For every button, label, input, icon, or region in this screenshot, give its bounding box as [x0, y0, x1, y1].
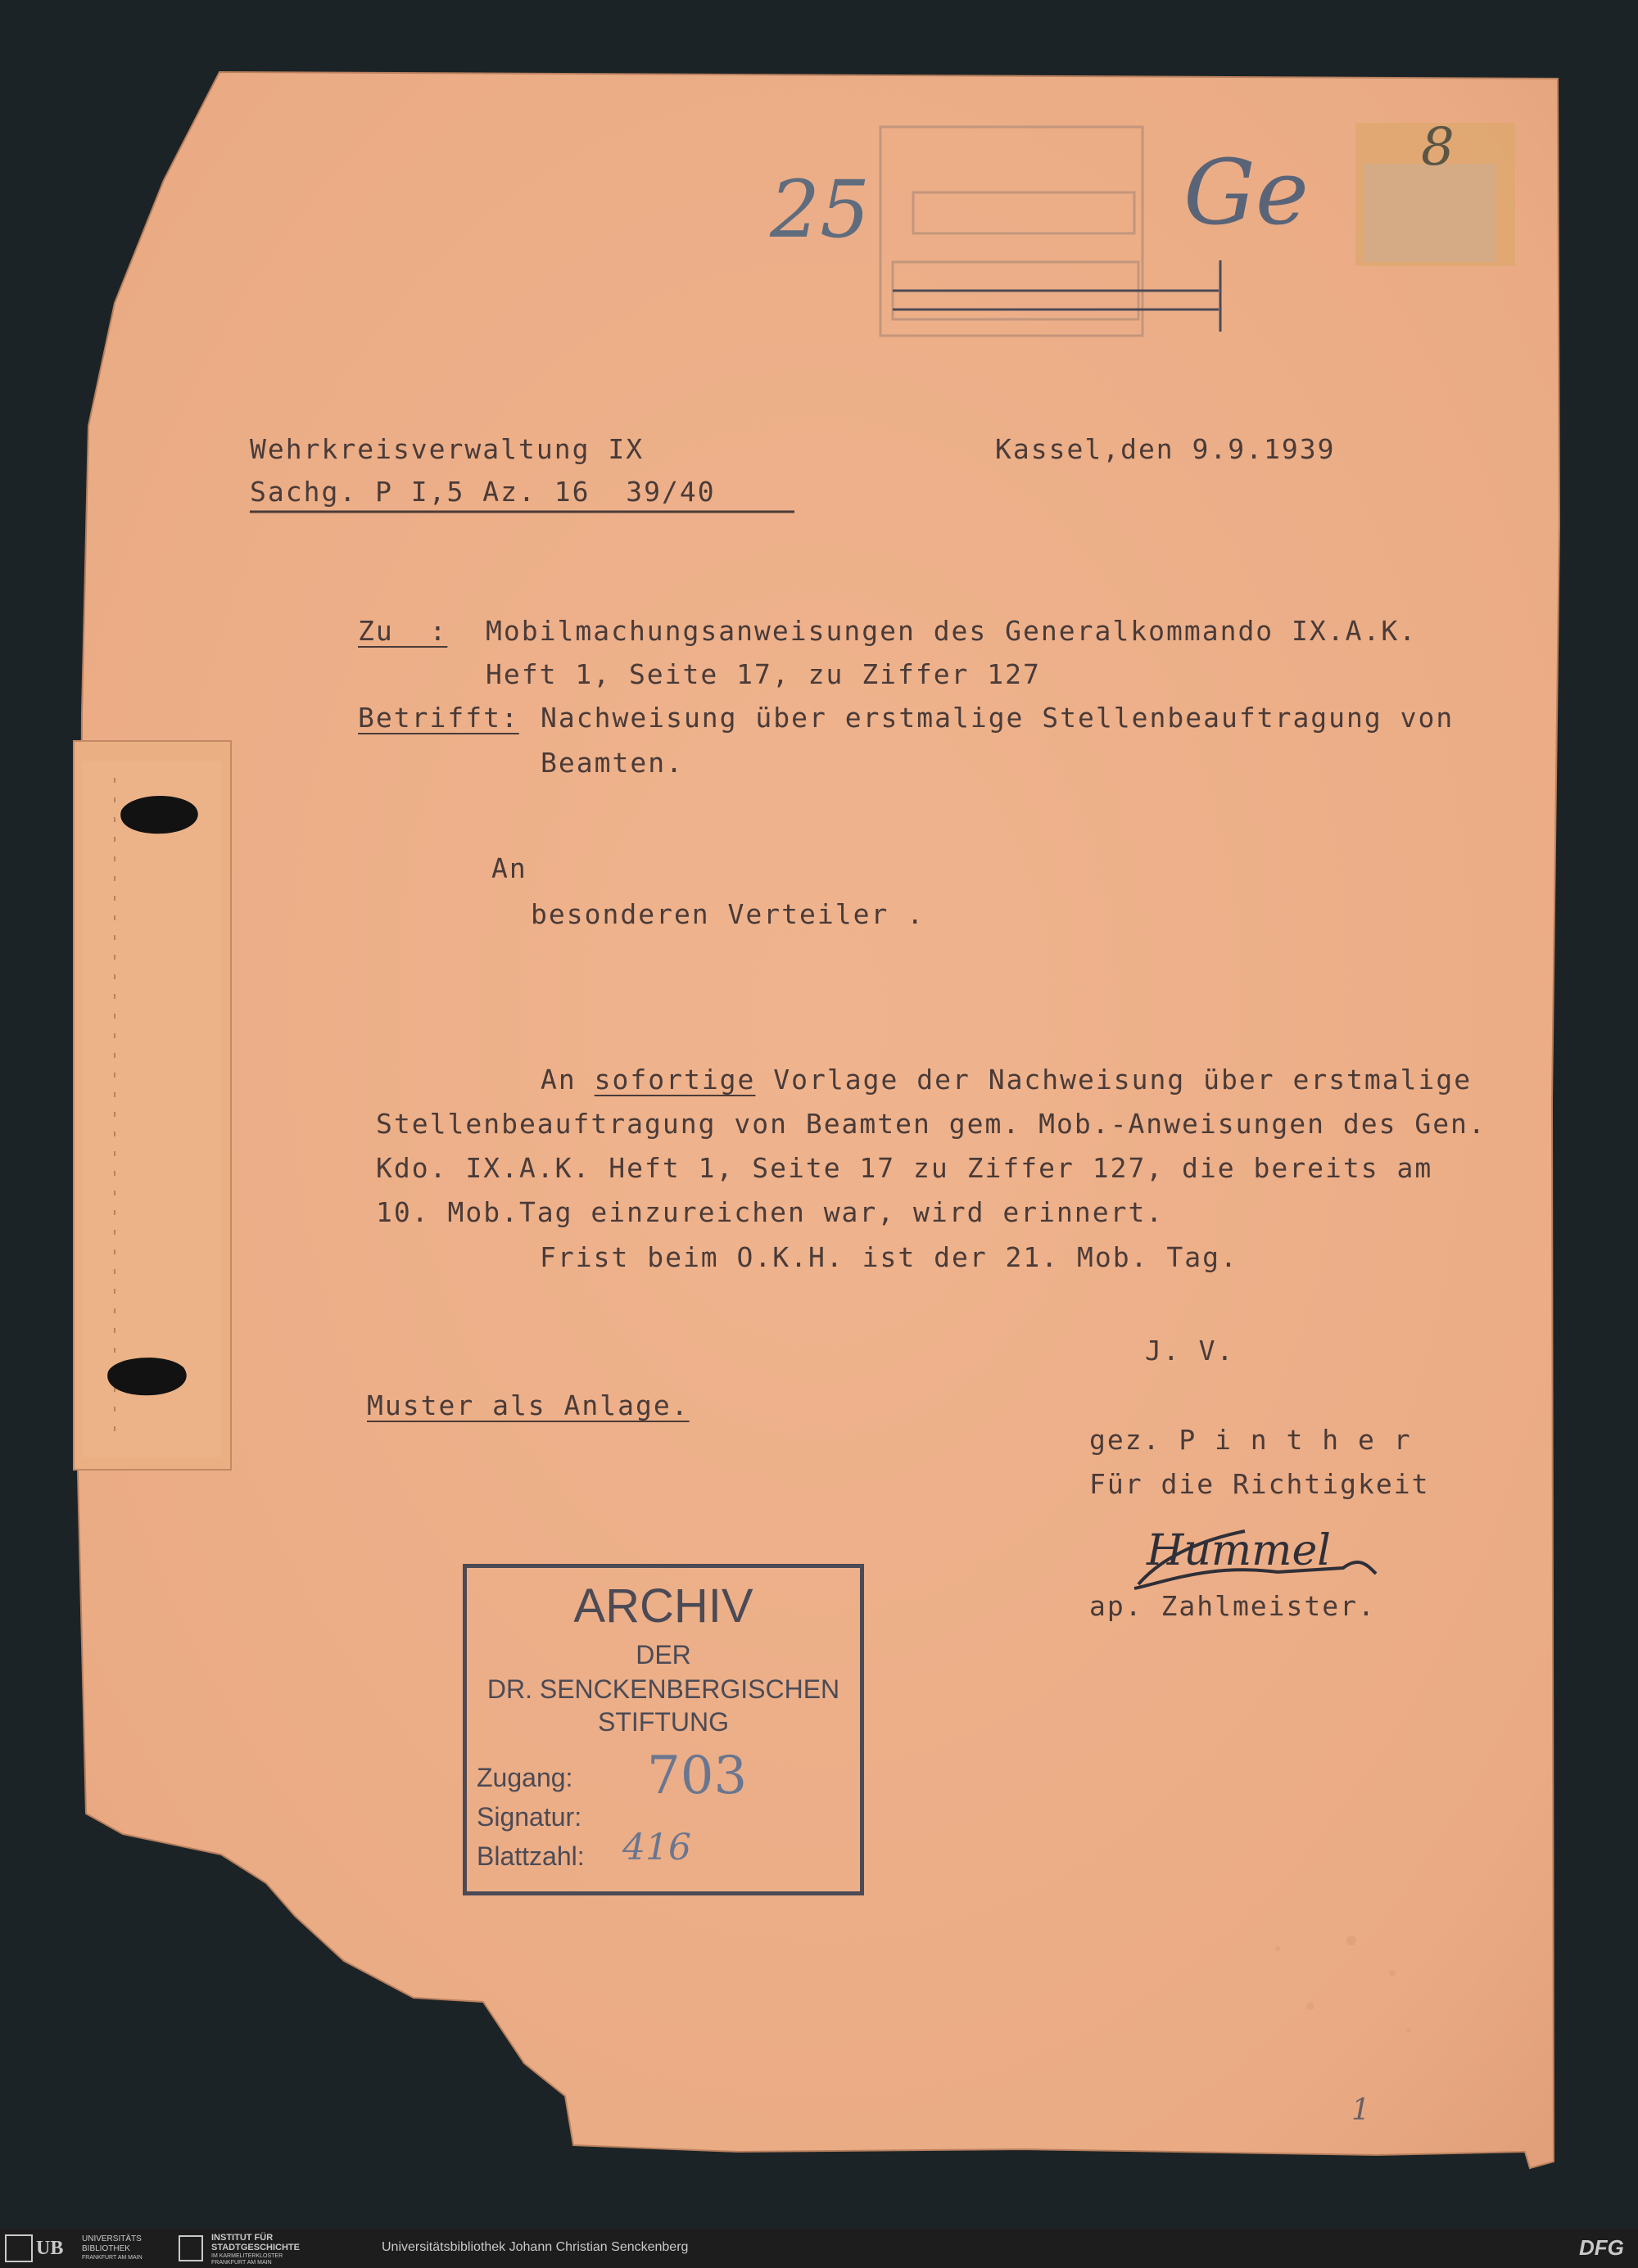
iv-line: J. V.: [1145, 1335, 1235, 1367]
isg-line-2: STADTGESCHICHTE: [211, 2243, 300, 2252]
ub-logo-icon: [5, 2234, 33, 2262]
ub-line-1: UNIVERSITÄTS: [82, 2234, 142, 2243]
footer-bar: [0, 2229, 1638, 2268]
stamp-stiftung: STIFTUNG: [598, 1707, 729, 1737]
zu-label: Zu :: [358, 615, 448, 647]
stamp-archiv: ARCHIV: [573, 1579, 753, 1633]
recipient-line: besonderen Verteiler .: [531, 898, 925, 930]
betrifft-line-2: Beamten.: [541, 747, 684, 779]
body-line-1-start: An: [541, 1064, 595, 1096]
isg-logo-icon: [179, 2235, 203, 2261]
sender-line: Wehrkreisverwaltung IX: [250, 433, 645, 465]
reference-line: Sachg. P I,5 Az. 16 39/40: [250, 476, 716, 508]
pencil-number: 25: [770, 164, 871, 255]
bottom-pencil-mark: 1: [1351, 2094, 1370, 2127]
stamp-der: DER: [636, 1640, 691, 1669]
isg-line-1: INSTITUT FÜR: [211, 2233, 274, 2243]
stamp-institution: DR. SENCKENBERGISCHEN: [486, 1674, 840, 1704]
title-line: ap. Zahlmeister.: [1089, 1590, 1376, 1622]
punch-hole-top: [120, 796, 198, 834]
body-line-1: [541, 1064, 1473, 1096]
stamp-signatur-label: Signatur:: [477, 1802, 582, 1832]
betrifft-label: Betrifft:: [358, 702, 519, 734]
stamp-blattzahl-value: 416: [622, 1827, 691, 1868]
body-line-1-emphasis: sofortige: [594, 1064, 756, 1096]
ub-logo-text: UB: [36, 2238, 64, 2259]
isg-line-3: IM KARMELITERKLOSTER: [211, 2253, 283, 2259]
archive-stamp: [463, 1564, 864, 1895]
dfg-logo: DFG: [1579, 2235, 1624, 2260]
enclosure-line: Muster als Anlage.: [367, 1389, 690, 1421]
body-line-4: 10. Mob.Tag einzureichen war, wird erinnert.: [376, 1196, 1165, 1228]
body-line-3: Kdo. IX.A.K. Heft 1, Seite 17 zu Ziffer 127, die bereits am: [376, 1152, 1433, 1184]
body-line-1-end: Vorlage der Nachweisung über erstmalige: [755, 1064, 1473, 1096]
place-date: Kassel,den 9.9.1939: [995, 433, 1336, 465]
betrifft-line-1: Nachweisung über erstmalige Stellenbeauftragung von: [541, 702, 1455, 734]
signed-line: gez. P i n t h e r: [1089, 1424, 1412, 1456]
pencil-initials: Ge: [1183, 140, 1309, 245]
certified-line: Für die Richtigkeit: [1089, 1468, 1430, 1500]
stamp-blattzahl-label: Blattzahl:: [477, 1841, 585, 1871]
signature-scrawl: Hummel: [1147, 1526, 1331, 1575]
library-name: Universitätsbibliothek Johann Christian Senckenberg: [382, 2240, 689, 2254]
ub-line-2: BIBLIOTHEK: [82, 2244, 130, 2253]
corner-number: 8: [1421, 117, 1455, 178]
punch-hole-bottom: [107, 1358, 187, 1395]
isg-line-4: FRANKFURT AM MAIN: [211, 2260, 272, 2266]
an-line: An: [491, 852, 527, 884]
zu-line-2: Heft 1, Seite 17, zu Ziffer 127: [486, 658, 1041, 690]
zu-line-1: Mobilmachungsanweisungen des Generalkommando IX.A.K.: [486, 615, 1418, 647]
stamp-zugang-label: Zugang:: [477, 1763, 573, 1792]
body-line-2: Stellenbeauftragung von Beamten gem. Mob.-Anweisungen des Gen.: [376, 1108, 1486, 1140]
stamp-zugang-value: 703: [647, 1746, 748, 1806]
body-line-5: Frist beim O.K.H. ist der 21. Mob. Tag.: [540, 1241, 1238, 1273]
ub-line-3: FRANKFURT AM MAIN: [82, 2255, 143, 2261]
